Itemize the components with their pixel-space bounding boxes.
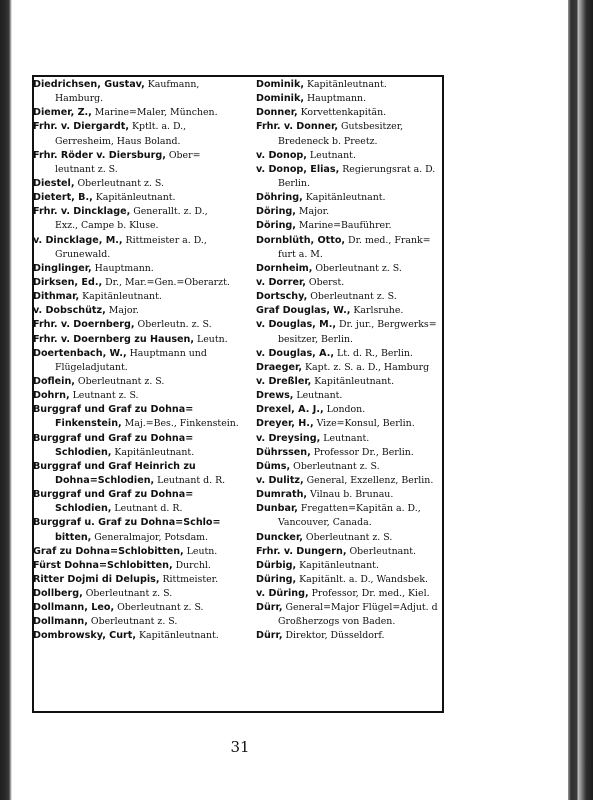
directory-entry-line bbox=[256, 219, 468, 233]
entry-name: v. Dreysing, bbox=[256, 432, 321, 444]
entry-name: Doertenbach, W., bbox=[33, 347, 127, 359]
entry-name: Dollmann, Leo, bbox=[33, 602, 115, 614]
entry-name: Diedrichsen, Gustav, bbox=[33, 79, 145, 90]
entry-description: Oberleutnant z. S. bbox=[312, 262, 402, 274]
right-column bbox=[256, 78, 468, 644]
directory-entry-line bbox=[33, 120, 251, 134]
entry-name: Dornheim, bbox=[256, 262, 313, 274]
entry-name: Frhr. v. Doernberg zu Hausen, bbox=[33, 333, 195, 345]
entry-name: Dortschy, bbox=[256, 291, 308, 303]
directory-entry-line bbox=[33, 432, 251, 446]
directory-entry-line bbox=[33, 92, 251, 106]
directory-entry-line bbox=[33, 417, 251, 431]
entry-name: v. Dulitz, bbox=[256, 474, 304, 486]
entry-description: Leutnant. bbox=[320, 432, 370, 444]
entry-description: besitzer, Berlin. bbox=[278, 333, 353, 345]
entry-name: Dürbig, bbox=[256, 559, 297, 571]
directory-entry-line bbox=[256, 474, 468, 488]
entry-description: Rittmeister a. D., bbox=[122, 234, 207, 246]
directory-entry-line bbox=[256, 177, 468, 191]
entry-name: Düring, bbox=[256, 573, 297, 585]
entry-description: Rittmeister. bbox=[159, 573, 219, 585]
entry-name: Schlodien, bbox=[55, 446, 112, 458]
entry-name: v. Donop, bbox=[256, 149, 307, 161]
entry-description: Leutnant d. R. bbox=[154, 474, 226, 486]
entry-description: Dr., Mar.=Gen.=Oberarzt. bbox=[102, 276, 230, 288]
entry-name: Dumrath, bbox=[256, 489, 308, 501]
directory-entry-line bbox=[256, 205, 468, 219]
entry-name: Döhring, bbox=[256, 192, 303, 204]
directory-entry-line bbox=[256, 601, 468, 615]
directory-entry-line bbox=[256, 403, 468, 417]
entry-name: v. Donop, Elias, bbox=[256, 163, 340, 175]
entry-description: Großherzogs von Baden. bbox=[278, 616, 396, 628]
entry-name: v. Dorrer, bbox=[256, 276, 306, 288]
directory-entry-line bbox=[33, 446, 251, 460]
entry-description: Kaufmann, bbox=[144, 79, 200, 90]
directory-entry-line bbox=[256, 333, 468, 347]
entry-description: Durchl. bbox=[172, 559, 211, 571]
directory-entry-line bbox=[256, 262, 468, 276]
entry-name: Ritter Dojmi di Delupis, bbox=[33, 573, 160, 585]
directory-entry-line bbox=[33, 531, 251, 545]
directory-entry-line bbox=[256, 106, 468, 120]
entry-name: v. Douglas, A., bbox=[256, 347, 335, 359]
entry-description: Oberleutnant. bbox=[346, 545, 416, 557]
entry-name: Dirksen, Ed., bbox=[33, 276, 103, 288]
entry-name: Duncker, bbox=[256, 531, 303, 543]
directory-entry-line bbox=[33, 135, 251, 149]
entry-description: Hauptmann. bbox=[303, 93, 367, 105]
entry-name: Dinglinger, bbox=[33, 262, 92, 274]
directory-entry-line bbox=[256, 304, 468, 318]
entry-description: Hauptmann. bbox=[91, 262, 154, 274]
entry-description: Korvettenkapitän. bbox=[297, 107, 387, 119]
entry-description: leutnant z. S. bbox=[55, 163, 118, 175]
entry-name: Frhr. v. Dincklage, bbox=[33, 206, 131, 218]
directory-entry-line bbox=[256, 432, 468, 446]
entry-description: Marine=Bauführer. bbox=[295, 220, 392, 232]
directory-entry-line bbox=[256, 248, 468, 262]
entry-description: Direktor, Düsseldorf. bbox=[282, 630, 385, 642]
entry-name: Dominik, bbox=[256, 79, 304, 90]
entry-name: bitten, bbox=[55, 531, 92, 543]
entry-name: Burggraf und Graf zu Dohna= bbox=[33, 432, 194, 444]
entry-name: Fürst Dohna=Schlobitten, bbox=[33, 559, 173, 571]
entry-description: Leutn. bbox=[194, 333, 228, 345]
directory-entry-line bbox=[256, 78, 468, 92]
entry-description: Generallt. z. D., bbox=[130, 206, 208, 218]
directory-entry-line bbox=[256, 361, 468, 375]
left-column bbox=[33, 78, 251, 644]
entry-name: Frhr. v. Dungern, bbox=[256, 545, 347, 557]
directory-entry-line bbox=[33, 149, 251, 163]
entry-description: Oberleutnant z. S. bbox=[114, 602, 204, 614]
entry-description: Lt. d. R., Berlin. bbox=[334, 347, 413, 359]
entry-description: Major. bbox=[295, 206, 330, 218]
directory-entry-line bbox=[256, 234, 468, 248]
directory-entry-line bbox=[33, 347, 251, 361]
directory-entry-line bbox=[256, 502, 468, 516]
entry-description: Flügeladjutant. bbox=[55, 361, 128, 373]
entry-description: Ober= bbox=[165, 149, 201, 161]
entry-description: Professor Dr., Berlin. bbox=[310, 446, 414, 458]
entry-description: Hamburg. bbox=[55, 93, 104, 105]
entry-name: Dombrowsky, Curt, bbox=[33, 630, 137, 642]
directory-entry-line bbox=[256, 120, 468, 134]
directory-entry-line bbox=[33, 615, 251, 629]
entry-description: Kapitänleutnant. bbox=[92, 192, 176, 204]
directory-entry-line bbox=[256, 375, 468, 389]
entry-description: Leutnant d. R. bbox=[111, 503, 183, 515]
directory-entry-line bbox=[256, 573, 468, 587]
directory-entry-line bbox=[256, 531, 468, 545]
directory-entry-line bbox=[256, 615, 468, 629]
entry-description: Kapt. z. S. a. D., Hamburg bbox=[302, 361, 430, 373]
directory-entry-line bbox=[256, 163, 468, 177]
directory-entry-line bbox=[256, 290, 468, 304]
directory-entry-line bbox=[256, 460, 468, 474]
entry-name: Düms, bbox=[256, 460, 291, 472]
directory-entry-line bbox=[256, 629, 468, 643]
entry-name: Dietert, B., bbox=[33, 192, 93, 204]
directory-entry-line bbox=[33, 318, 251, 332]
entry-description: Berlin. bbox=[278, 177, 310, 189]
entry-name: v. Dreßler, bbox=[256, 375, 312, 387]
directory-entry-line bbox=[33, 262, 251, 276]
entry-name: Draeger, bbox=[256, 361, 303, 373]
directory-entry-line bbox=[33, 403, 251, 417]
directory-entry-line bbox=[33, 361, 251, 375]
entry-description: Kptlt. a. D., bbox=[128, 121, 187, 133]
entry-description: Oberleutnant z. S. bbox=[307, 291, 397, 303]
entry-description: Professor, Dr. med., Kiel. bbox=[308, 588, 430, 600]
entry-description: Oberleutn. z. S. bbox=[134, 319, 212, 331]
entry-name: Dornblüth, Otto, bbox=[256, 234, 346, 246]
entry-name: Döring, bbox=[256, 220, 296, 232]
entry-description: Oberleutnant z. S. bbox=[74, 375, 165, 387]
entry-description: Generalmajor, Potsdam. bbox=[91, 531, 209, 543]
entry-description: Dr. jur., Bergwerks= bbox=[336, 319, 437, 331]
directory-entry-line bbox=[33, 559, 251, 573]
entry-description: Major. bbox=[105, 305, 139, 317]
directory-entry-line bbox=[33, 205, 251, 219]
entry-description: Kapitänleutnant. bbox=[303, 79, 387, 90]
directory-entry-line bbox=[33, 545, 251, 559]
entry-name: Frhr. v. Diergardt, bbox=[33, 121, 129, 133]
entry-description: furt a. M. bbox=[278, 248, 323, 260]
entry-description: Oberst. bbox=[305, 276, 345, 288]
directory-entry-line bbox=[33, 78, 251, 92]
directory-entry-line bbox=[33, 601, 251, 615]
entry-description: Grunewald. bbox=[55, 248, 111, 260]
book-binding-edge bbox=[568, 0, 593, 800]
entry-name: Drews, bbox=[256, 390, 294, 402]
entry-description: Dr. med., Frank= bbox=[345, 234, 431, 246]
entry-name: Diestel, bbox=[33, 177, 75, 189]
directory-entry-line bbox=[256, 446, 468, 460]
entry-description: Leutnant z. S. bbox=[69, 390, 139, 402]
directory-entry-line bbox=[256, 587, 468, 601]
entry-name: Finkenstein, bbox=[55, 418, 122, 430]
entry-name: Frhr. v. Doernberg, bbox=[33, 319, 135, 331]
entry-name: Döring, bbox=[256, 206, 296, 218]
entry-name: v. Düring, bbox=[256, 588, 309, 600]
entry-description: Leutn. bbox=[183, 545, 218, 557]
directory-entry-line bbox=[33, 163, 251, 177]
entry-description: Vilnau b. Brunau. bbox=[307, 489, 394, 501]
entry-description: Karlsruhe. bbox=[350, 305, 404, 317]
directory-entry-line bbox=[33, 219, 251, 233]
entry-description: Gutsbesitzer, bbox=[338, 121, 404, 133]
entry-description: Bredeneck b. Preetz. bbox=[278, 135, 378, 147]
directory-entry-line bbox=[33, 234, 251, 248]
directory-entry-line bbox=[256, 347, 468, 361]
entry-name: Donner, bbox=[256, 107, 298, 119]
directory-entry-line bbox=[33, 587, 251, 601]
entry-description: Exz., Campe b. Kluse. bbox=[55, 220, 159, 232]
entry-description: Kapitänleutnant. bbox=[79, 291, 162, 303]
directory-entry-line bbox=[33, 333, 251, 347]
directory-entry-line bbox=[33, 191, 251, 205]
entry-description: Oberleutnant z. S. bbox=[290, 460, 380, 472]
directory-entry-line bbox=[33, 276, 251, 290]
entry-description: Kapitänlt. a. D., Wandsbek. bbox=[296, 573, 428, 585]
entry-name: Dohna=Schlodien, bbox=[55, 474, 155, 486]
directory-entry-line bbox=[33, 389, 251, 403]
entry-description: Hauptmann und bbox=[126, 347, 207, 359]
entry-name: Frhr. Röder v. Diersburg, bbox=[33, 149, 166, 161]
entry-description: Oberleutnant z. S. bbox=[87, 616, 178, 628]
entry-description: Vancouver, Canada. bbox=[278, 517, 372, 529]
directory-entry-line bbox=[256, 149, 468, 163]
entry-description: Oberleutnant z. S. bbox=[74, 177, 164, 189]
entry-description: Kapitänleutnant. bbox=[302, 192, 386, 204]
entry-description: Gerresheim, Haus Boland. bbox=[55, 135, 181, 147]
directory-entry-line bbox=[33, 474, 251, 488]
directory-entry-line bbox=[33, 248, 251, 262]
entry-name: Dührssen, bbox=[256, 446, 311, 458]
entry-description: Kapitänleutnant. bbox=[296, 559, 379, 571]
entry-name: Burggraf und Graf Heinrich zu bbox=[33, 460, 196, 472]
entry-name: Dominik, bbox=[256, 93, 304, 105]
directory-entry-line bbox=[256, 135, 468, 149]
entry-name: v. Dobschütz, bbox=[33, 305, 106, 317]
directory-entry-line bbox=[33, 375, 251, 389]
entry-name: Dunbar, bbox=[256, 503, 298, 515]
entry-name: Dohrn, bbox=[33, 390, 70, 402]
directory-entry-line bbox=[256, 559, 468, 573]
directory-entry-line bbox=[33, 629, 251, 643]
entry-name: Dreyer, H., bbox=[256, 418, 314, 430]
entry-description: Kapitänleutnant. bbox=[111, 446, 195, 458]
entry-description: London. bbox=[323, 404, 366, 416]
directory-entry-line bbox=[33, 177, 251, 191]
directory-entry-line bbox=[256, 488, 468, 502]
directory-entry-line bbox=[33, 304, 251, 318]
entry-description: Fregatten=Kapitän a. D., bbox=[297, 503, 421, 515]
directory-entry-line bbox=[33, 488, 251, 502]
entry-name: Graf Douglas, W., bbox=[256, 305, 351, 317]
entry-name: v. Douglas, M., bbox=[256, 319, 337, 331]
directory-entry-line bbox=[256, 92, 468, 106]
entry-name: Dürr, bbox=[256, 630, 283, 642]
entry-description: Marine=Maler, München. bbox=[91, 107, 218, 119]
entry-name: Dürr, bbox=[256, 602, 283, 614]
entry-name: Dollmann, bbox=[33, 616, 88, 628]
directory-entry-line bbox=[256, 389, 468, 403]
entry-name: Frhr. v. Donner, bbox=[256, 121, 338, 133]
entry-name: Dithmar, bbox=[33, 291, 80, 303]
directory-entry-line bbox=[33, 460, 251, 474]
directory-entry-line bbox=[256, 516, 468, 530]
entry-name: Graf zu Dohna=Schlobitten, bbox=[33, 545, 184, 557]
entry-name: Doflein, bbox=[33, 375, 75, 387]
entry-description: Regierungsrat a. D. bbox=[339, 163, 436, 175]
directory-entry-line bbox=[256, 191, 468, 205]
page-number: 31 bbox=[230, 738, 250, 756]
entry-name: Diemer, Z., bbox=[33, 107, 92, 119]
directory-entry-line bbox=[256, 318, 468, 332]
entry-name: Schlodien, bbox=[55, 503, 112, 515]
entry-description: General, Exzellenz, Berlin. bbox=[303, 474, 434, 486]
entry-description: Leutnant. bbox=[306, 149, 356, 161]
directory-entry-line bbox=[256, 417, 468, 431]
entry-name: Burggraf u. Graf zu Dohna=Schlo= bbox=[33, 517, 221, 529]
directory-entry-line bbox=[33, 573, 251, 587]
entry-description: Leutnant. bbox=[293, 390, 343, 402]
directory-entry-line bbox=[256, 276, 468, 290]
entry-description: Vize=Konsul, Berlin. bbox=[313, 418, 415, 430]
directory-entry-line bbox=[33, 106, 251, 120]
entry-description: General=Major Flügel=Adjut. d bbox=[282, 602, 438, 614]
directory-entry-line bbox=[33, 516, 251, 530]
entry-description: Kapitänleutnant. bbox=[311, 375, 395, 387]
entry-description: Oberleutnant z. S. bbox=[82, 588, 173, 600]
entry-description: Oberleutnant z. S. bbox=[302, 531, 393, 543]
entry-description: Kapitänleutnant. bbox=[136, 630, 219, 642]
directory-entry-line bbox=[33, 502, 251, 516]
entry-name: Burggraf und Graf zu Dohna= bbox=[33, 404, 194, 416]
entry-description: Maj.=Bes., Finkenstein. bbox=[121, 418, 239, 430]
entry-name: Dollberg, bbox=[33, 588, 83, 600]
directory-entry-line bbox=[256, 545, 468, 559]
entry-name: v. Dincklage, M., bbox=[33, 234, 123, 246]
entry-name: Drexel, A. J., bbox=[256, 404, 324, 416]
directory-entry-line bbox=[33, 290, 251, 304]
entry-name: Burggraf und Graf zu Dohna= bbox=[33, 489, 194, 501]
